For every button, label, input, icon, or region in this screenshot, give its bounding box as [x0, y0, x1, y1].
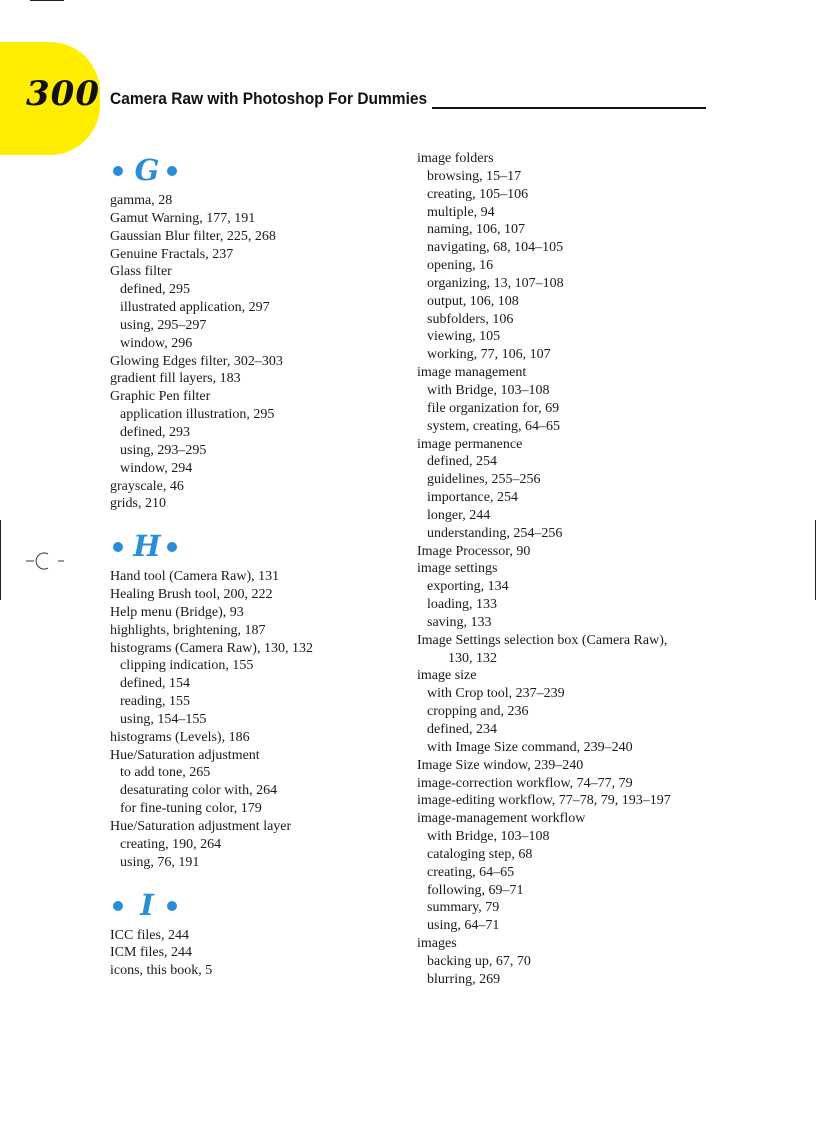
index-entry: grids, 210: [110, 496, 166, 512]
index-subentry: using, 293–295: [120, 442, 207, 458]
index-subentry: reading, 155: [120, 694, 190, 710]
index-entry: Image Processor, 90: [417, 543, 531, 559]
index-entry: gamma, 28: [110, 193, 173, 208]
index-entry: ICM files, 244: [110, 945, 193, 961]
index-subentry: navigating, 68, 104–105: [427, 240, 564, 256]
index-entry: ICC files, 244: [110, 927, 189, 943]
index-entry: image management: [417, 365, 527, 381]
index-subentry: saving, 133: [427, 614, 492, 630]
bullet-icon: [167, 901, 177, 911]
index-subentry: with Image Size command, 239–240: [427, 739, 633, 755]
index-column-left: [110, 150, 410, 980]
letter-heading: [110, 152, 410, 188]
index-subentry: following, 69–71: [427, 882, 524, 898]
index-column-right: [417, 150, 717, 989]
index-entry: icons, this book, 5: [110, 963, 213, 979]
index-subentry: organizing, 13, 107–108: [427, 275, 564, 291]
index-entry: highlights, brightening, 187: [110, 622, 266, 638]
letter-gap: [110, 872, 410, 885]
index-entry: gradient fill layers, 183: [110, 371, 241, 387]
crop-mark-left: [0, 520, 1, 600]
index-entry: image-management workflow: [417, 811, 586, 827]
bullet-icon: [167, 542, 177, 552]
index-subentry: understanding, 254–256: [427, 525, 563, 541]
index-subentry: multiple, 94: [427, 204, 495, 220]
index-entry: image-correction workflow, 74–77, 79: [417, 775, 633, 791]
index-subentry: loading, 133: [427, 597, 497, 613]
index-entry: images: [417, 936, 457, 952]
index-subentry: defined, 154: [120, 676, 190, 692]
index-subentry: window, 296: [120, 335, 193, 351]
index-subentry: desaturating color with, 264: [120, 783, 278, 799]
index-subentry: using, 64–71: [427, 918, 500, 934]
index-entry: Help menu (Bridge), 93: [110, 604, 244, 620]
index-subentry: using, 76, 191: [120, 854, 200, 870]
index-subentry: exporting, 134: [427, 579, 509, 595]
index-subentry: file organization for, 69: [427, 400, 560, 416]
index-subentry: blurring, 269: [427, 971, 501, 987]
index-entry: Graphic Pen filter: [110, 389, 211, 405]
index-subentry: longer, 244: [427, 507, 491, 523]
index-subentry: creating, 190, 264: [120, 836, 222, 852]
index-subentry: cropping and, 236: [427, 704, 529, 720]
bullet-icon: [113, 901, 123, 911]
index-subentry: application illustration, 295: [120, 407, 275, 423]
index-subentry: to add tone, 265: [120, 765, 211, 781]
index-subentry: illustrated application, 297: [120, 300, 270, 316]
bullet-icon: [167, 166, 177, 176]
index-subentry: with Bridge, 103–108: [427, 382, 550, 398]
index-entry-continuation: 130, 132: [448, 650, 497, 666]
index-entry: image-editing workflow, 77–78, 79, 193–197: [417, 793, 671, 809]
index-entry: Healing Brush tool, 200, 222: [110, 587, 273, 603]
index-entry: Hue/Saturation adjustment layer: [110, 819, 292, 834]
index-entry: image permanence: [417, 436, 523, 452]
letter-glyph: H: [133, 529, 161, 564]
index-entry: Gaussian Blur filter, 225, 268: [110, 228, 276, 244]
registration-mark-icon: [26, 551, 66, 571]
index-entry: Glowing Edges filter, 302–303: [110, 353, 283, 369]
index-subentry: using, 154–155: [120, 711, 207, 727]
index-subentry: subfolders, 106: [427, 311, 514, 327]
index-subentry: guidelines, 255–256: [427, 472, 541, 488]
index-subentry: browsing, 15–17: [427, 168, 522, 184]
letter-heading: [110, 528, 410, 564]
header-rule: [432, 107, 706, 109]
index-entry: histograms (Levels), 186: [110, 729, 250, 745]
index-subentry: viewing, 105: [427, 329, 501, 345]
index-subentry: clipping indication, 155: [120, 658, 254, 674]
index-subentry: creating, 105–106: [427, 186, 529, 202]
index-subentry: defined, 293: [120, 424, 190, 440]
letter-heading: [110, 887, 410, 923]
index-entry: Genuine Fractals, 237: [110, 246, 234, 262]
index-subentry: opening, 16: [427, 258, 494, 274]
index-subentry: working, 77, 106, 107: [427, 347, 551, 363]
index-subentry: output, 106, 108: [427, 293, 519, 309]
letter-glyph: I: [140, 887, 154, 922]
index-subentry: defined, 295: [120, 282, 190, 298]
index-subentry: window, 294: [120, 460, 193, 476]
index-subentry: with Crop tool, 237–239: [427, 686, 565, 702]
page-number: 300: [26, 74, 100, 114]
index-subentry: naming, 106, 107: [427, 222, 525, 238]
letter-glyph: G: [134, 153, 160, 187]
index-entry: Image Settings selection box (Camera Raw),: [417, 632, 668, 648]
letter-gap: [110, 513, 410, 526]
index-entry: image folders: [417, 151, 494, 166]
crop-mark-top: [30, 0, 64, 1]
index-entry: Gamut Warning, 177, 191: [110, 210, 256, 226]
bullet-icon: [113, 166, 123, 176]
bullet-icon: [113, 542, 123, 552]
index-entry: Glass filter: [110, 264, 172, 280]
index-subentry: backing up, 67, 70: [427, 953, 531, 969]
index-subentry: defined, 234: [427, 722, 497, 737]
index-subentry: summary, 79: [427, 900, 500, 916]
index-subentry: creating, 64–65: [427, 864, 515, 880]
index-subentry: cataloging step, 68: [427, 846, 533, 862]
index-entry: Hue/Saturation adjustment: [110, 747, 260, 763]
index-entry: image size: [417, 668, 477, 684]
index-subentry: importance, 254: [427, 490, 518, 506]
index-subentry: with Bridge, 103–108: [427, 829, 550, 845]
index-subentry: for fine-tuning color, 179: [120, 801, 262, 817]
index-subentry: using, 295–297: [120, 317, 207, 333]
index-subentry: system, creating, 64–65: [427, 418, 560, 434]
index-entry: Hand tool (Camera Raw), 131: [110, 569, 280, 585]
index-entry: grayscale, 46: [110, 478, 184, 494]
index-subentry: defined, 254: [427, 454, 497, 470]
index-entry: image settings: [417, 561, 498, 577]
index-entry: Image Size window, 239–240: [417, 757, 584, 773]
index-entry: histograms (Camera Raw), 130, 132: [110, 640, 313, 656]
running-title: Camera Raw with Photoshop For Dummies: [110, 90, 428, 108]
